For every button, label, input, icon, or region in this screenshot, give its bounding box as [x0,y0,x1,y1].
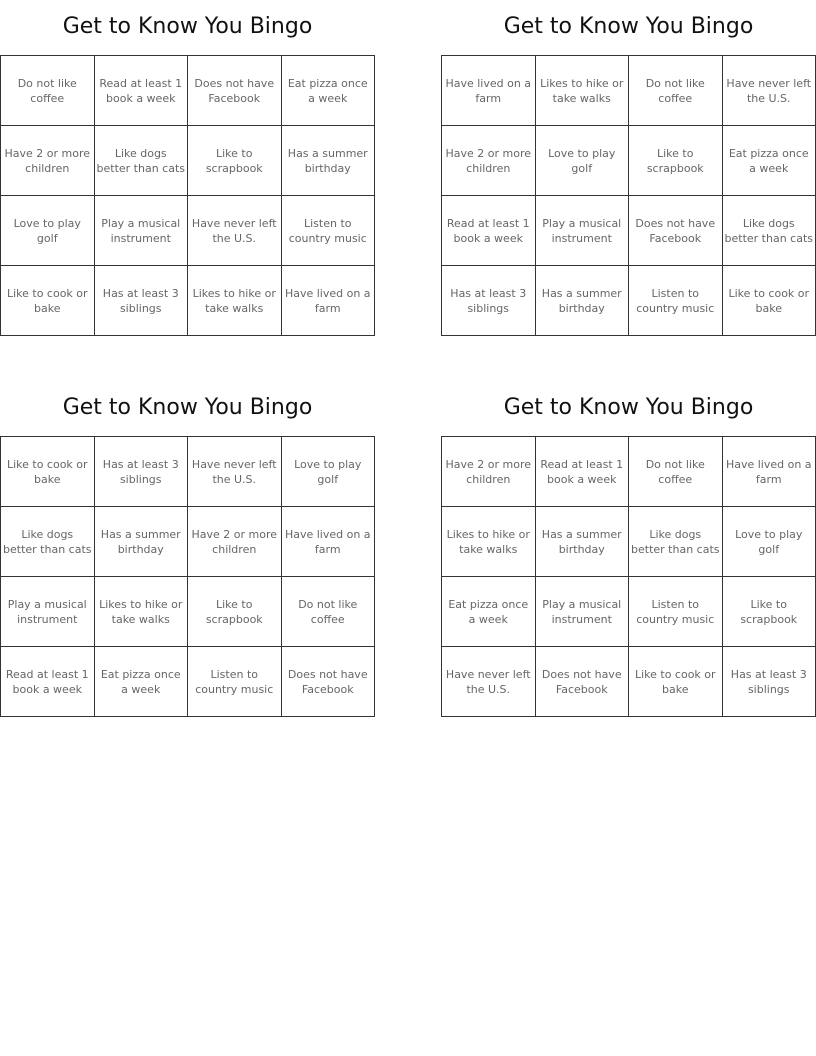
bingo-cell: Love to play golf [536,126,630,196]
bingo-cell: Has at least 3 siblings [95,266,189,336]
bingo-cell: Have lived on a farm [282,266,376,336]
bingo-cell: Read at least 1 book a week [442,196,536,266]
bingo-cell: Like to scrapbook [188,577,282,647]
bingo-cell: Does not have Facebook [629,196,723,266]
bingo-cell: Does not have Facebook [282,647,376,717]
bingo-cell: Like dogs better than cats [95,126,189,196]
card-title: Get to Know You Bingo [503,14,754,39]
bingo-cell: Play a musical instrument [536,196,630,266]
bingo-cell: Like to cook or bake [1,266,95,336]
bingo-cell: Play a musical instrument [1,577,95,647]
bingo-grid [441,436,816,717]
card-title: Get to Know You Bingo [62,395,313,420]
bingo-cell: Has at least 3 siblings [95,437,189,507]
bingo-cell: Like to scrapbook [188,126,282,196]
bingo-cell: Love to play golf [1,196,95,266]
bingo-cell: Like to scrapbook [629,126,723,196]
bingo-cell: Likes to hike or take walks [442,507,536,577]
bingo-cell: Love to play golf [282,437,376,507]
bingo-cell: Eat pizza once a week [95,647,189,717]
bingo-cell: Like to cook or bake [629,647,723,717]
bingo-cell: Has a summer birthday [95,507,189,577]
bingo-cell: Do not like coffee [282,577,376,647]
bingo-grid [441,55,816,336]
bingo-cell: Has a summer birthday [536,266,630,336]
bingo-cell: Read at least 1 book a week [1,647,95,717]
bingo-cell: Have 2 or more children [442,126,536,196]
bingo-cell: Have lived on a farm [723,437,816,507]
bingo-cell: Has at least 3 siblings [442,266,536,336]
bingo-cell: Has at least 3 siblings [723,647,816,717]
bingo-cell: Eat pizza once a week [442,577,536,647]
bingo-cell: Have never left the U.S. [188,437,282,507]
bingo-cell: Like to cook or bake [723,266,816,336]
bingo-cell: Listen to country music [629,266,723,336]
bingo-card-2 [441,8,816,336]
bingo-cell: Listen to country music [282,196,376,266]
bingo-cell: Do not like coffee [629,437,723,507]
bingo-cell: Like dogs better than cats [629,507,723,577]
bingo-cell: Have lived on a farm [282,507,376,577]
bingo-cell: Does not have Facebook [536,647,630,717]
bingo-card-1 [0,8,375,336]
bingo-cell: Eat pizza once a week [282,56,376,126]
bingo-cell: Likes to hike or take walks [536,56,630,126]
bingo-cell: Do not like coffee [629,56,723,126]
bingo-cell: Have 2 or more children [188,507,282,577]
bingo-cell: Have lived on a farm [442,56,536,126]
bingo-cell: Have never left the U.S. [723,56,816,126]
bingo-cell: Read at least 1 book a week [95,56,189,126]
bingo-cell: Does not have Facebook [188,56,282,126]
bingo-grid [0,55,375,336]
bingo-cell: Likes to hike or take walks [188,266,282,336]
bingo-card-4 [441,389,816,717]
bingo-cell: Likes to hike or take walks [95,577,189,647]
bingo-cell: Do not like coffee [1,56,95,126]
bingo-cell: Have 2 or more children [442,437,536,507]
bingo-cell: Have never left the U.S. [188,196,282,266]
bingo-cell: Love to play golf [723,507,816,577]
bingo-card-3 [0,389,375,717]
card-title: Get to Know You Bingo [62,14,313,39]
bingo-cell: Has a summer birthday [536,507,630,577]
bingo-cell: Like to scrapbook [723,577,816,647]
bingo-cell: Play a musical instrument [536,577,630,647]
bingo-grid [0,436,375,717]
bingo-cell: Play a musical instrument [95,196,189,266]
bingo-cell: Like dogs better than cats [723,196,816,266]
bingo-cell: Read at least 1 book a week [536,437,630,507]
bingo-cell: Has a summer birthday [282,126,376,196]
card-title: Get to Know You Bingo [503,395,754,420]
bingo-cell: Listen to country music [629,577,723,647]
bingo-cell: Like to cook or bake [1,437,95,507]
bingo-cell: Eat pizza once a week [723,126,816,196]
bingo-cell: Have never left the U.S. [442,647,536,717]
bingo-cell: Like dogs better than cats [1,507,95,577]
bingo-cell: Listen to country music [188,647,282,717]
bingo-cell: Have 2 or more children [1,126,95,196]
